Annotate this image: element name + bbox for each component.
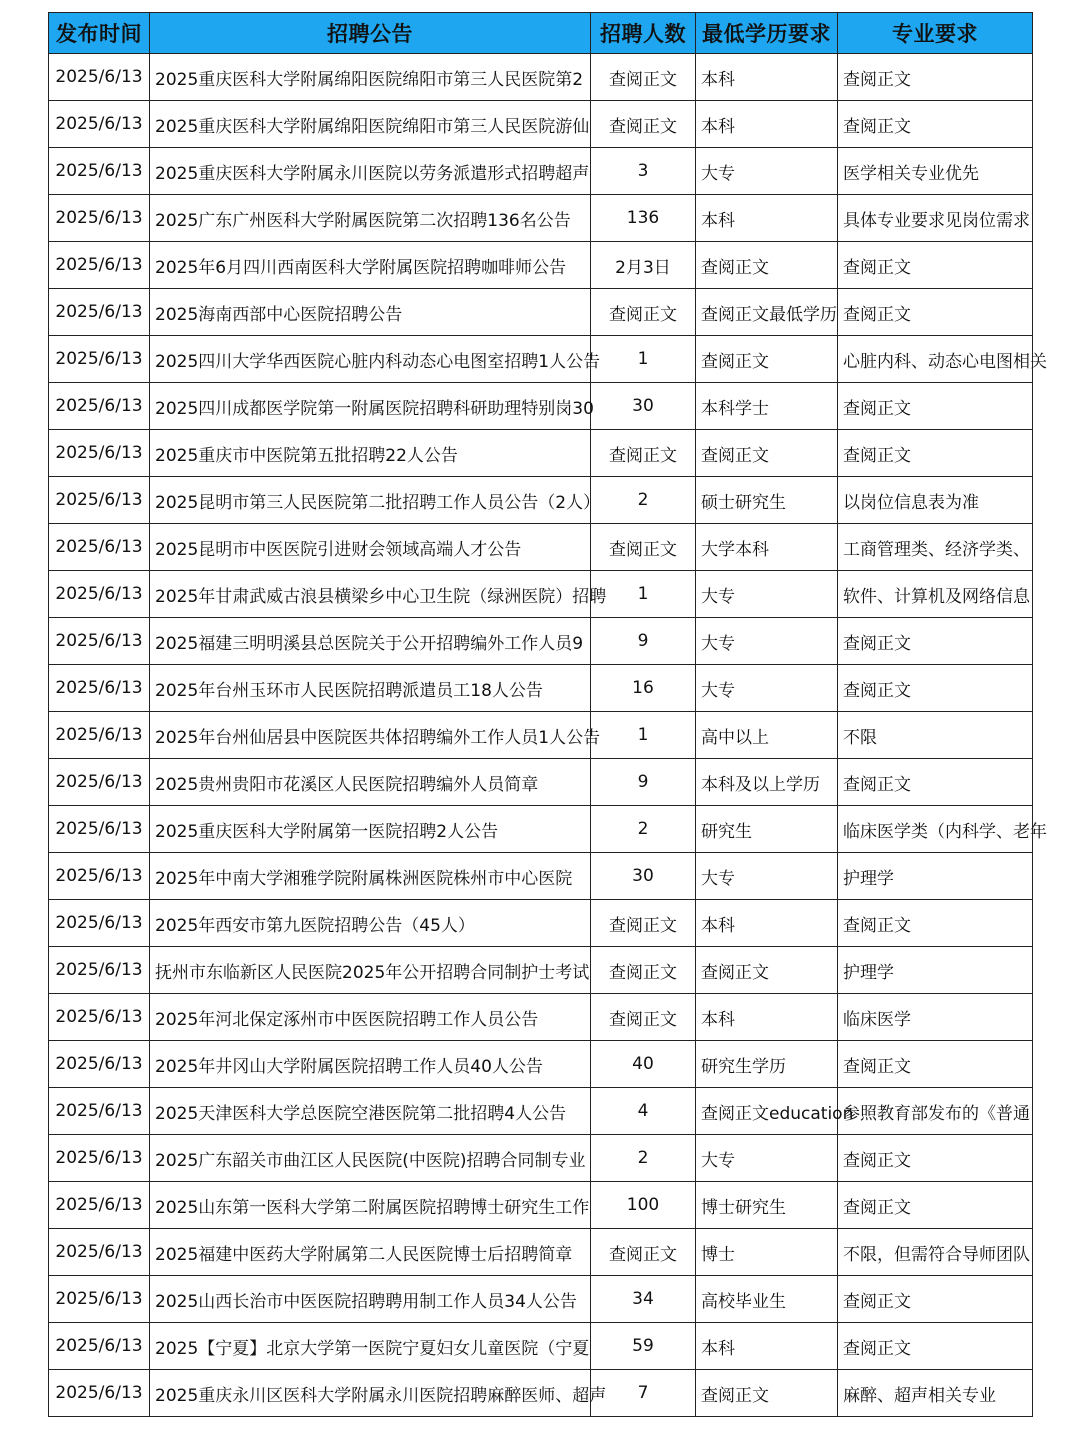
cell-education: 查阅正文 [696,430,838,477]
cell-education: 查阅正文education [696,1088,838,1135]
cell-date: 2025/6/13 [49,148,150,195]
cell-count: 查阅正文 [591,947,696,994]
table-row [49,618,1033,665]
cell-date: 2025/6/13 [49,806,150,853]
cell-major: 护理学 [838,853,1033,900]
cell-education: 大专 [696,618,838,665]
cell-major: 查阅正文 [838,430,1033,477]
cell-title: 2025重庆医科大学附属绵阳医院绵阳市第三人民医院游仙 [150,101,591,148]
cell-title: 2025海南西部中心医院招聘公告 [150,289,591,336]
table-row [49,383,1033,430]
cell-education: 本科 [696,900,838,947]
cell-education: 本科 [696,54,838,101]
cell-title: 2025四川大学华西医院心脏内科动态心电图室招聘1人公告 [150,336,591,383]
cell-education: 本科 [696,195,838,242]
cell-title: 2025重庆永川区医科大学附属永川医院招聘麻醉医师、超声 [150,1370,591,1417]
header-row [49,13,1033,54]
cell-title: 2025福建三明明溪县总医院关于公开招聘编外工作人员9 [150,618,591,665]
cell-education: 研究生 [696,806,838,853]
cell-education: 查阅正文最低学历 [696,289,838,336]
cell-date: 2025/6/13 [49,524,150,571]
cell-count: 40 [591,1041,696,1088]
header-major: 专业要求 [838,13,1033,54]
table-row [49,1276,1033,1323]
table-row [49,994,1033,1041]
table-row [49,853,1033,900]
cell-date: 2025/6/13 [49,1370,150,1417]
cell-title: 2025四川成都医学院第一附属医院招聘科研助理特别岗30 [150,383,591,430]
cell-title: 2025年台州仙居县中医院医共体招聘编外工作人员1人公告 [150,712,591,759]
cell-date: 2025/6/13 [49,759,150,806]
header-count: 招聘人数 [591,13,696,54]
cell-education: 研究生学历 [696,1041,838,1088]
table-row [49,1088,1033,1135]
cell-count: 查阅正文 [591,524,696,571]
cell-date: 2025/6/13 [49,853,150,900]
cell-major: 查阅正文 [838,1041,1033,1088]
table-row [49,1135,1033,1182]
cell-major: 参照教育部发布的《普通 [838,1088,1033,1135]
cell-date: 2025/6/13 [49,947,150,994]
cell-title: 2025重庆市中医院第五批招聘22人公告 [150,430,591,477]
cell-date: 2025/6/13 [49,712,150,759]
header-education: 最低学历要求 [696,13,838,54]
cell-title: 2025天津医科大学总医院空港医院第二批招聘4人公告 [150,1088,591,1135]
cell-major: 麻醉、超声相关专业 [838,1370,1033,1417]
cell-date: 2025/6/13 [49,289,150,336]
cell-title: 2025昆明市中医医院引进财会领域高端人才公告 [150,524,591,571]
cell-date: 2025/6/13 [49,1323,150,1370]
cell-count: 2月3日 [591,242,696,289]
cell-date: 2025/6/13 [49,383,150,430]
table-row [49,1041,1033,1088]
cell-count: 16 [591,665,696,712]
cell-education: 本科 [696,994,838,1041]
table-row [49,947,1033,994]
cell-education: 本科 [696,1323,838,1370]
cell-major: 查阅正文 [838,242,1033,289]
cell-count: 100 [591,1182,696,1229]
table-row [49,571,1033,618]
cell-education: 本科学士 [696,383,838,430]
cell-education: 博士研究生 [696,1182,838,1229]
cell-date: 2025/6/13 [49,1041,150,1088]
cell-date: 2025/6/13 [49,1182,150,1229]
cell-count: 1 [591,712,696,759]
cell-education: 高中以上 [696,712,838,759]
cell-education: 硕士研究生 [696,477,838,524]
cell-major: 查阅正文 [838,618,1033,665]
cell-education: 大专 [696,148,838,195]
table-row [49,195,1033,242]
cell-major: 以岗位信息表为准 [838,477,1033,524]
table-body [49,54,1047,1417]
cell-major: 具体专业要求见岗位需求 [838,195,1033,242]
cell-title: 2025山东第一医科大学第二附属医院招聘博士研究生工作 [150,1182,591,1229]
cell-major: 查阅正文 [838,383,1033,430]
cell-count: 1 [591,571,696,618]
cell-count: 2 [591,806,696,853]
cell-date: 2025/6/13 [49,1276,150,1323]
cell-date: 2025/6/13 [49,101,150,148]
cell-count: 30 [591,853,696,900]
cell-education: 查阅正文 [696,336,838,383]
cell-date: 2025/6/13 [49,900,150,947]
cell-title: 2025重庆医科大学附属绵阳医院绵阳市第三人民医院第2 [150,54,591,101]
cell-title: 2025广东韶关市曲江区人民医院(中医院)招聘合同制专业 [150,1135,591,1182]
table-row [49,336,1033,383]
cell-count: 查阅正文 [591,54,696,101]
table-row [49,712,1033,759]
cell-date: 2025/6/13 [49,336,150,383]
cell-major: 心脏内科、动态心电图相关 [838,336,1033,383]
cell-title: 2025广东广州医科大学附属医院第二次招聘136名公告 [150,195,591,242]
table-row [49,54,1033,101]
table-row [49,148,1033,195]
table-row [49,101,1033,148]
cell-date: 2025/6/13 [49,195,150,242]
cell-education: 大学本科 [696,524,838,571]
cell-education: 大专 [696,1135,838,1182]
cell-title: 2025年甘肃武威古浪县横梁乡中心卫生院（绿洲医院）招聘 [150,571,591,618]
cell-title: 2025年西安市第九医院招聘公告（45人） [150,900,591,947]
table-row [49,524,1033,571]
cell-major: 查阅正文 [838,1182,1033,1229]
table-row [49,242,1033,289]
cell-count: 查阅正文 [591,994,696,1041]
table-row [49,289,1033,336]
cell-count: 7 [591,1370,696,1417]
table-row [49,477,1033,524]
table-row [49,1370,1033,1417]
cell-major: 不限 [838,712,1033,759]
cell-education: 查阅正文 [696,242,838,289]
cell-date: 2025/6/13 [49,430,150,477]
cell-major: 查阅正文 [838,665,1033,712]
cell-major: 查阅正文 [838,289,1033,336]
cell-education: 博士 [696,1229,838,1276]
cell-count: 2 [591,1135,696,1182]
table-row [49,1182,1033,1229]
cell-title: 2025年6月四川西南医科大学附属医院招聘咖啡师公告 [150,242,591,289]
header-date: 发布时间 [49,13,150,54]
table-row [49,1229,1033,1276]
cell-education: 查阅正文 [696,1370,838,1417]
cell-date: 2025/6/13 [49,994,150,1041]
cell-title: 2025年台州玉环市人民医院招聘派遣员工18人公告 [150,665,591,712]
cell-major: 医学相关专业优先 [838,148,1033,195]
cell-count: 59 [591,1323,696,1370]
table-row [49,759,1033,806]
cell-major: 查阅正文 [838,900,1033,947]
cell-title: 2025重庆医科大学附属第一医院招聘2人公告 [150,806,591,853]
cell-major: 查阅正文 [838,1276,1033,1323]
cell-title: 2025山西长治市中医医院招聘聘用制工作人员34人公告 [150,1276,591,1323]
cell-title: 2025年井冈山大学附属医院招聘工作人员40人公告 [150,1041,591,1088]
cell-major: 工商管理类、经济学类、 [838,524,1033,571]
recruitment-table [48,12,1047,1417]
cell-count: 4 [591,1088,696,1135]
cell-title: 2025年中南大学湘雅学院附属株洲医院株州市中心医院 [150,853,591,900]
cell-count: 3 [591,148,696,195]
cell-title: 2025贵州贵阳市花溪区人民医院招聘编外人员简章 [150,759,591,806]
cell-education: 查阅正文 [696,947,838,994]
cell-count: 2 [591,477,696,524]
cell-education: 本科 [696,101,838,148]
cell-count: 30 [591,383,696,430]
header-title: 招聘公告 [150,13,591,54]
cell-education: 高校毕业生 [696,1276,838,1323]
cell-count: 查阅正文 [591,289,696,336]
cell-title: 2025【宁夏】北京大学第一医院宁夏妇女儿童医院（宁夏 [150,1323,591,1370]
recruitment-table-sheet [48,12,1047,1417]
cell-count: 9 [591,759,696,806]
cell-major: 不限，但需符合导师团队 [838,1229,1033,1276]
cell-education: 大专 [696,665,838,712]
cell-count: 查阅正文 [591,430,696,477]
cell-major: 临床医学 [838,994,1033,1041]
cell-date: 2025/6/13 [49,1135,150,1182]
table-row [49,900,1033,947]
cell-education: 大专 [696,853,838,900]
cell-major: 查阅正文 [838,101,1033,148]
cell-count: 34 [591,1276,696,1323]
cell-title: 2025重庆医科大学附属永川医院以劳务派遣形式招聘超声 [150,148,591,195]
table-row [49,665,1033,712]
cell-title: 2025福建中医药大学附属第二人民医院博士后招聘简章 [150,1229,591,1276]
cell-major: 查阅正文 [838,1323,1033,1370]
cell-count: 9 [591,618,696,665]
cell-major: 查阅正文 [838,1135,1033,1182]
cell-education: 大专 [696,571,838,618]
cell-major: 软件、计算机及网络信息 [838,571,1033,618]
cell-count: 136 [591,195,696,242]
cell-title: 2025昆明市第三人民医院第二批招聘工作人员公告（2人） [150,477,591,524]
cell-count: 1 [591,336,696,383]
cell-major: 查阅正文 [838,54,1033,101]
cell-date: 2025/6/13 [49,242,150,289]
cell-major: 护理学 [838,947,1033,994]
cell-count: 查阅正文 [591,1229,696,1276]
cell-title: 2025年河北保定涿州市中医医院招聘工作人员公告 [150,994,591,1041]
table-row [49,430,1033,477]
cell-date: 2025/6/13 [49,665,150,712]
cell-title: 抚州市东临新区人民医院2025年公开招聘合同制护士考试 [150,947,591,994]
cell-count: 查阅正文 [591,900,696,947]
cell-date: 2025/6/13 [49,1088,150,1135]
cell-education: 本科及以上学历 [696,759,838,806]
cell-count: 查阅正文 [591,101,696,148]
cell-date: 2025/6/13 [49,618,150,665]
table-row [49,1323,1033,1370]
cell-major: 查阅正文 [838,759,1033,806]
cell-date: 2025/6/13 [49,477,150,524]
cell-date: 2025/6/13 [49,571,150,618]
table-row [49,806,1033,853]
cell-date: 2025/6/13 [49,1229,150,1276]
cell-date: 2025/6/13 [49,54,150,101]
cell-major: 临床医学类（内科学、老年 [838,806,1033,853]
